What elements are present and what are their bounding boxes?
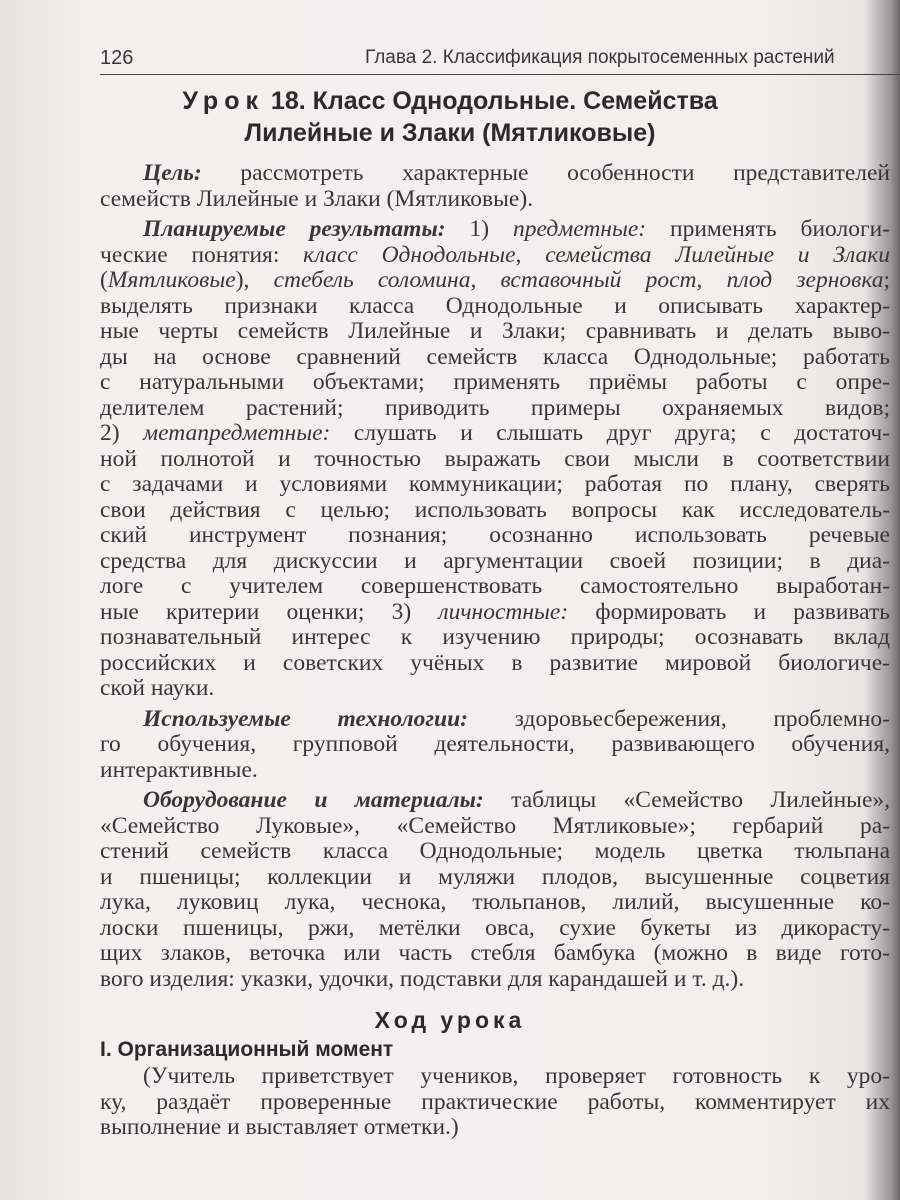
text-run: средства для дискуссии и аргументации своей позиции; в диа- — [100, 547, 890, 574]
text-line — [100, 370, 890, 396]
text-line — [100, 732, 890, 758]
italic-term: класс Однодольные — [303, 241, 516, 268]
text-line — [100, 161, 890, 187]
lesson-title-line-1 — [0, 86, 900, 116]
section-heading: Ход урока — [374, 1007, 526, 1033]
italic-term: Мятликовые — [107, 267, 236, 293]
text-run: , — [515, 241, 546, 268]
text-line — [100, 319, 890, 345]
text-line — [100, 1090, 890, 1116]
text-run: формировать и развивать — [568, 598, 890, 625]
text-line — [100, 788, 890, 814]
text-run: , — [470, 267, 501, 293]
text-run: ной полнотой и точностью выражать свои мысли в соответствии — [100, 445, 890, 472]
text-line — [100, 814, 890, 840]
running-header — [100, 44, 900, 75]
lesson-title-rest: 18. Класс Однодольные. Семейства — [263, 87, 718, 115]
text-run: интерактивные. — [100, 756, 258, 783]
paragraph — [100, 788, 890, 992]
text-run: (Учитель приветствует учеников, проверяет готовность к уро- — [143, 1063, 890, 1089]
text-line — [100, 294, 890, 320]
text-run: свои действия с целью; использовать вопросы как исследователь- — [100, 496, 890, 523]
text-line — [100, 421, 890, 447]
text-line — [100, 345, 890, 371]
italic-term: метапредметные: — [143, 420, 331, 446]
text-run: выполнение и выставляет отметки.) — [100, 1114, 459, 1140]
text-run: логе с учителем совершенствовать самостоятельно выработан- — [100, 573, 890, 599]
italic-term: плод зерновка — [726, 267, 884, 293]
text-run: познавательный интерес к изучению природы; осознавать вклад — [100, 624, 890, 650]
text-line — [100, 472, 890, 498]
text-line — [100, 217, 890, 243]
text-line — [100, 268, 890, 294]
text-line — [100, 396, 890, 422]
text-run: 2) — [100, 420, 144, 446]
italic-term: стебель соломина — [273, 267, 471, 293]
text-run: ( — [100, 267, 108, 293]
text-run: ные черты семейств Лилейные и Злаки; сравнивать и делать выво- — [100, 318, 890, 344]
text-run: ), — [235, 267, 274, 293]
text-line — [100, 941, 890, 967]
lesson-title-line-2: Лилейные и Злаки (Мятликовые) — [244, 119, 656, 147]
text-line — [100, 243, 890, 269]
text-line — [100, 839, 890, 865]
text-run: ; — [883, 267, 891, 293]
text-run: вого изделия: указки, удочки, подставки для карандашей и т. д.). — [100, 965, 745, 992]
text-run: рассмотреть характерные особенности представителей — [201, 160, 890, 186]
text-run: лоски пшеницы, ржи, метёлки овса, сухие букеты из дикорасту- — [100, 914, 890, 941]
text-run: 1) — [445, 216, 513, 242]
text-run: и пшеницы; коллекции и муляжи плодов, высушенные соцветия — [100, 863, 890, 890]
italic-term: вставочный рост — [500, 267, 697, 293]
text-line — [100, 600, 890, 626]
paragraph — [100, 217, 890, 702]
text-run: щих злаков, веточка или часть стебля бамбука (можно в виде гото- — [100, 940, 890, 966]
text-run: , — [696, 267, 727, 293]
text-run: применять биологи- — [646, 216, 890, 242]
subsection-body — [100, 1064, 890, 1141]
text-run: слушать и слышать друг друга; с достаточ- — [330, 420, 890, 446]
page-number: 126 — [100, 47, 134, 69]
text-run: ды на основе сравнений семейств класса Однодольные; работать — [100, 343, 890, 370]
text-run: «Семейство Луковые», «Семейство Мятликовые»; гербарий ра- — [100, 812, 890, 839]
text-line — [100, 916, 890, 942]
paragraph — [100, 161, 890, 212]
text-line — [100, 447, 890, 473]
page-content — [100, 161, 890, 1141]
paragraph — [100, 707, 890, 784]
text-run: делителем растений; приводить примеры охраняемых видов; — [100, 394, 890, 421]
text-line — [100, 549, 890, 575]
text-run: семейств Лилейные и Злаки (Мятликовые). — [100, 185, 534, 212]
text-line — [100, 1064, 890, 1090]
lesson-body — [100, 161, 890, 992]
running-title: Глава 2. Классификация покрытосеменных растений — [365, 47, 835, 68]
text-line — [100, 574, 890, 600]
text-run: выделять признаки класса Однодольные и описывать характер- — [100, 292, 890, 319]
text-run: ные критерии оценки; 3) — [100, 598, 439, 625]
text-run: с натуральными объектами; применять приёмы работы с опре- — [100, 369, 890, 395]
text-line — [100, 651, 890, 677]
lesson-label: Урок — [182, 87, 264, 115]
text-line — [100, 187, 890, 213]
text-run: здоровьесбережения, проблемно- — [468, 705, 890, 732]
paragraph-label: Используемые технологии: — [143, 705, 469, 732]
italic-term: семейства Лилейные и Злаки — [545, 241, 891, 268]
text-run: российских и советских учёных в развитие мировой биологиче- — [100, 649, 890, 676]
text-run: го обучения, групповой деятельности, развивающего обучения, — [100, 731, 890, 757]
paragraph-label: Планируемые результаты: — [143, 216, 446, 242]
text-run: с задачами и условиями коммуникации; работая по плану, сверять — [100, 471, 890, 497]
text-line — [100, 523, 890, 549]
text-run: таблицы «Семейство Лилейные», — [483, 787, 890, 813]
subsection-title: I. Организационный момент — [100, 1038, 394, 1061]
text-line — [100, 890, 890, 916]
text-run: ской науки. — [100, 675, 215, 701]
text-line — [100, 707, 890, 733]
text-run: стений семейств класса Однодольные; модель цветка тюльпана — [100, 838, 890, 864]
text-run: лука, луковиц лука, чеснока, тюльпанов, лилий, высушенные ко- — [100, 889, 890, 915]
text-line — [100, 676, 890, 702]
italic-term: личностные: — [438, 598, 569, 625]
text-line — [100, 967, 890, 993]
text-run: ку, раздаёт проверенные практические работы, комментирует их — [100, 1088, 890, 1115]
paragraph-label: Оборудование и материалы: — [143, 787, 484, 813]
text-line — [100, 1115, 890, 1141]
text-line — [100, 758, 890, 784]
text-run: ческие понятия: — [100, 241, 304, 268]
paragraph-label: Цель: — [143, 160, 202, 186]
text-line — [100, 625, 890, 651]
text-line — [100, 498, 890, 524]
text-line — [100, 865, 890, 891]
text-run: ский инструмент познания; осознанно использовать речевые — [100, 522, 890, 548]
italic-term: предметные: — [512, 216, 647, 242]
